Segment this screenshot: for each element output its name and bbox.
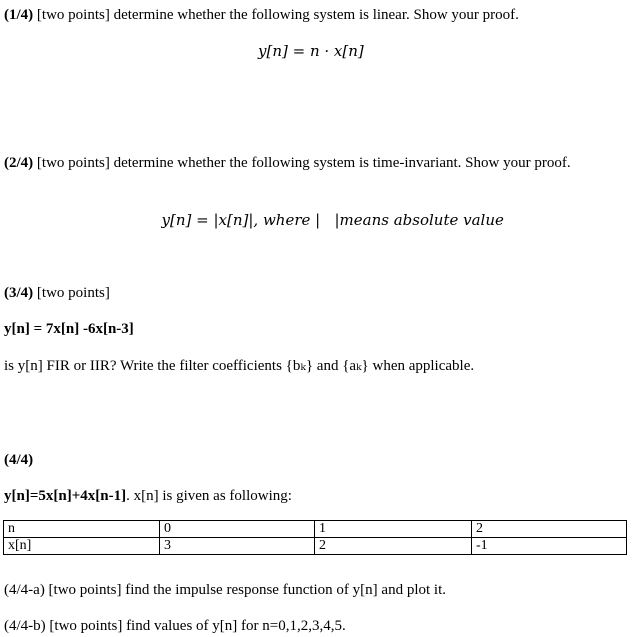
question-2-equation: y[n] = |x[n]|, where | |means absolute value <box>161 211 504 229</box>
question-3-text: [two points] <box>33 285 110 301</box>
table-cell: 3 <box>160 538 315 555</box>
table-cell: 1 <box>315 521 472 538</box>
question-1-prompt <box>4 6 519 24</box>
question-2-prompt <box>4 154 571 172</box>
table-row <box>4 538 627 555</box>
table-cell: 2 <box>315 538 472 555</box>
table-cell: n <box>4 521 160 538</box>
question-2-text: [two points] determine whether the following system is time-invariant. Show your proof. <box>33 155 571 171</box>
question-4-equation-line <box>4 487 292 505</box>
question-3-prompt <box>4 284 110 302</box>
question-3-equation: y[n] = 7x[n] -6x[n-3] <box>4 321 134 337</box>
question-1-text: [two points] determine whether the following system is linear. Show your proof. <box>33 7 519 23</box>
question-4a-text: (4/4-a) [two points] find the impulse response function of y[n] and plot it. <box>4 582 446 598</box>
question-1-equation: y[n] = n · x[n] <box>258 42 364 60</box>
table-cell: x[n] <box>4 538 160 555</box>
question-4-heading: (4/4) <box>4 452 34 468</box>
question-4-equation-suffix: . x[n] is given as following: <box>126 488 292 504</box>
table-cell: 2 <box>472 521 627 538</box>
question-4b-text: (4/4-b) [two points] find values of y[n] for n=0,1,2,3,4,5. <box>4 618 346 634</box>
table-cell: -1 <box>472 538 627 555</box>
xn-table <box>3 520 627 555</box>
question-3-heading: (3/4) <box>4 285 34 301</box>
question-3-question: is y[n] FIR or IIR? Write the filter coefficients {bₖ} and {aₖ} when applicable. <box>4 358 475 374</box>
table-row <box>4 521 627 538</box>
table-cell: 0 <box>160 521 315 538</box>
question-4-equation: y[n]=5x[n]+4x[n-1] <box>4 488 127 504</box>
question-1-heading: (1/4) <box>4 7 34 23</box>
question-2-heading: (2/4) <box>4 155 34 171</box>
